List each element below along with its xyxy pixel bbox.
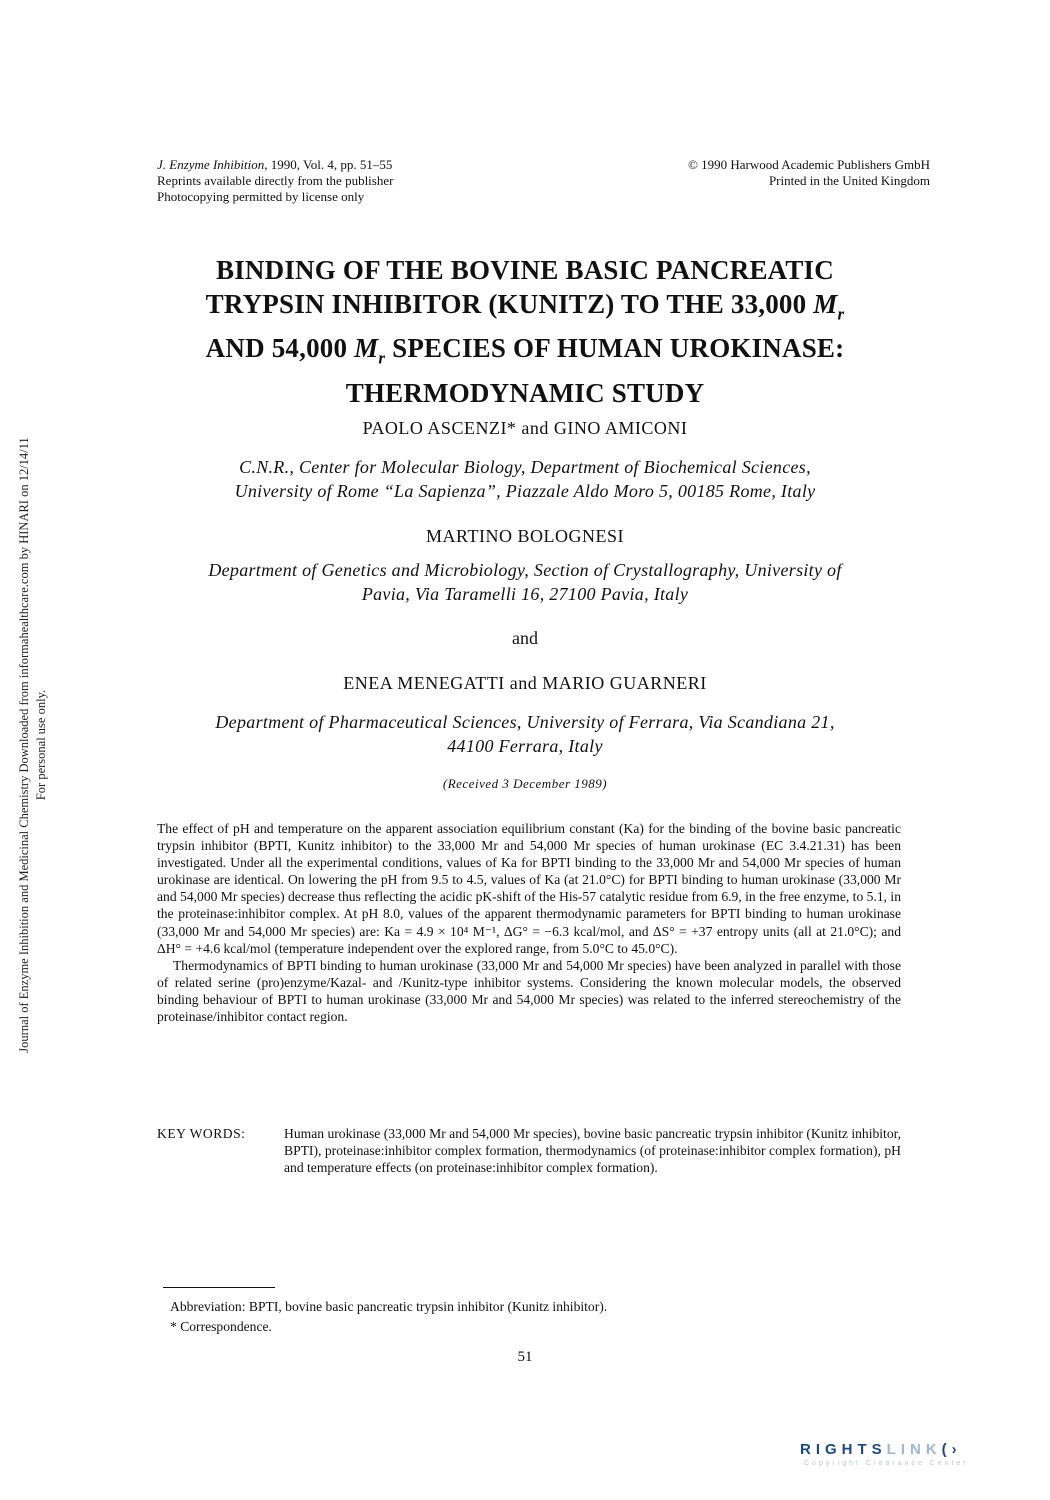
author-group-3: ENEA MENEGATTI and MARIO GUARNERI [343, 673, 707, 693]
journal-citation [157, 157, 393, 173]
footnote-rule [163, 1287, 275, 1288]
abstract-paragraph-1: The effect of pH and temperature on the apparent association equilibrium constant (Ka) for the binding of the bovine basic pancreatic trypsin inhibitor (BPTI, Kunitz inhibitor) to the 33,000 Mr and 54,000 Mr species of human urokinase (EC 3.4.21.31) has been investigated. Under all the experimental conditions, values of Ka for BPTI binding to the 33,000 Mr and 54,000 Mr species of human urokinase are identical. On lowering the pH from 9.5 to 4.5, values of Ka (at 21.0°C) for BPTI binding to human urokinase (33,000 Mr and 54,000 Mr species) decrease thus reflecting the acidic pK-shift of the His-57 catalytic residue from 6.9, in the free enzyme, to 5.1, in the proteinase:inhibitor complex. At pH 8.0, values of the apparent thermodynamic parameters for BPTI binding to human urokinase (33,000 Mr and 54,000 Mr species) are: Ka = 4.9 × 10⁴ M⁻¹, ΔG° = −6.3 kcal/mol, and ΔS° = +37 entropy units (all at 21.0°C); and ΔH° = +4.6 kcal/mol (temperature independent over the explored range, from 5.0°C to 45.0°C). [157, 821, 902, 956]
author-conjunction: and [512, 628, 538, 648]
rightslink-logo[interactable] [800, 1441, 1030, 1481]
watermark-line-2: For personal use only. [34, 689, 48, 801]
paper-title [120, 253, 930, 410]
page-number: 51 [517, 1349, 533, 1365]
photocopying-note: Photocopying permitted by license only [157, 189, 365, 204]
title-line-3: AND 54,000 $M_r$ SPECIES OF HUMAN UROKINASE: [205, 333, 845, 368]
rightslink-arrow-icon: (› [941, 1441, 962, 1458]
affiliation-2: Department of Genetics and Microbiology, Section of Crystallography, University of Pavia, Via Taramelli 16, 27100 Pavia, Italy [208, 560, 842, 604]
correspondence-footnote: * Correspondence. [170, 1319, 272, 1334]
journal-citation-block [157, 157, 393, 205]
keywords-text: Human urokinase (33,000 Mr and 54,000 Mr species), bovine basic pancreatic trypsin inhibitor (Kunitz inhibitor, BPTI), proteinase:inhibitor complex formation, thermodynamics (of proteinase:inhibitor complex formation), pH and temperature effects (on proteinase:inhibitor complex formation). [284, 1126, 901, 1176]
author-group-2: MARTINO BOLOGNESI [426, 526, 624, 546]
abstract-paragraph-2: Thermodynamics of BPTI binding to human urokinase (33,000 Mr and 54,000 Mr species) have been analyzed in parallel with those of related serine (pro)enzyme/Kazal- and /Kunitz-type inhibitor systems. Considering the known molecular models, the observed binding behaviour of BPTI to human urokinase (33,000 Mr and 54,000 Mr species) was related to the inferred stereochemistry of the proteinase/inhibitor contact region. [157, 957, 901, 1025]
copyright-notice: © 1990 Harwood Academic Publishers GmbH [687, 157, 930, 172]
rightslink-wordmark: RIGHTSLINK(› [800, 1441, 962, 1458]
abbreviation-footnote: Abbreviation: BPTI, bovine basic pancreatic trypsin inhibitor (Kunitz inhibitor). [170, 1299, 608, 1314]
title-line-4: THERMODYNAMIC STUDY [345, 377, 705, 408]
affiliation-3: Department of Pharmaceutical Sciences, University of Ferrara, Via Scandiana 21, 44100 Ferrara, Italy [215, 712, 835, 756]
author-group-1: PAOLO ASCENZI* and GINO AMICONI [362, 418, 688, 438]
citation-details: , 1990, Vol. 4, pp. 51–55 [264, 157, 393, 172]
reprints-note: Reprints available directly from the publisher [157, 173, 394, 188]
title-line-1: BINDING OF THE BOVINE BASIC PANCREATIC [216, 255, 834, 285]
abstract [157, 820, 901, 1025]
title-line-2: TRYPSIN INHIBITOR (KUNITZ) TO THE 33,000 $M_r$ [205, 289, 845, 324]
publisher-block [688, 157, 930, 189]
affiliation-1: C.N.R., Center for Molecular Biology, Department of Biochemical Sciences, University of Rome “La Sapienza”, Piazzale Aldo Moro 5, 00185 Rome, Italy [234, 457, 816, 501]
footnotes [170, 1297, 607, 1337]
watermark-line-1: Journal of Enzyme Inhibition and Medicinal Chemistry Downloaded from informahealthcare.com by HINARI on 12/14/11 [17, 437, 31, 1053]
received-date: (Received 3 December 1989) [442, 776, 608, 791]
printed-location: Printed in the United Kingdom [768, 173, 930, 188]
journal-name: J. Enzyme Inhibition [157, 157, 265, 172]
rightslink-tagline: Copyright Clearance Center [804, 1460, 969, 1467]
download-watermark [16, 45, 56, 1445]
keywords-label: KEY WORDS: [157, 1126, 246, 1141]
